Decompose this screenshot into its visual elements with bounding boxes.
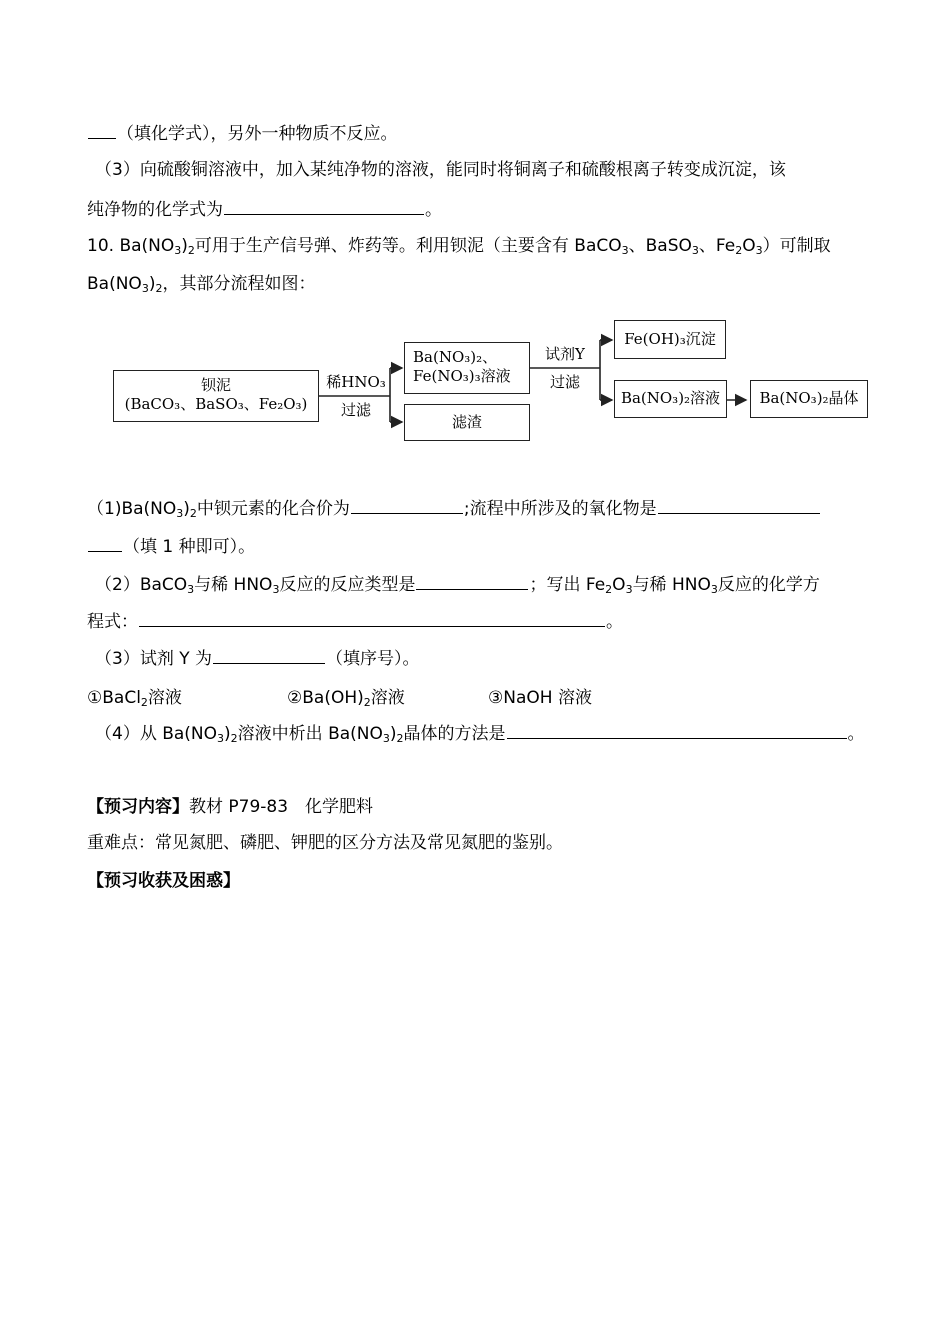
option-2: $②Ba(OH)_2$溶液 bbox=[287, 688, 405, 709]
q10-part1-line1: $(1)Ba(NO_3)_2$中钡元素的化合价为 ;流程中所涉及的氧化物是 bbox=[87, 496, 821, 520]
box-barium-nitrate-crystal: Ba(NO₃)₂晶体 bbox=[750, 380, 868, 418]
answer-blank[interactable] bbox=[88, 121, 116, 139]
q10-part1-line2: （填 1 种即可）。 bbox=[87, 534, 255, 558]
option-1: ①BaCl$_2$溶液 bbox=[87, 688, 182, 709]
preview-harvest-heading: 【预习收获及困惑】 bbox=[87, 871, 240, 891]
answer-blank[interactable] bbox=[351, 496, 463, 514]
arrow2-reagent-label: 试剂Y bbox=[545, 345, 585, 363]
arrow1-filter-label: 过滤 bbox=[340, 401, 371, 419]
box-solution-nitrates: Ba(NO₃)₂、 Fe(NO₃)₃溶液 bbox=[404, 342, 530, 394]
q9-line1: （填化学式），另外一种物质不反应。 bbox=[87, 121, 398, 145]
q9-part3-line2: 纯净物的化学式为 。 bbox=[87, 197, 442, 221]
q10-part4: （4）从 $Ba(NO_3)_2$溶液中析出 $Ba(NO_3)_2$晶体的方法是 。 bbox=[95, 721, 865, 745]
preview-content: 【预习内容】教材 P79-83 化学肥料 bbox=[87, 797, 374, 817]
answer-blank[interactable] bbox=[507, 721, 847, 739]
q10-part2-line1: （2）BaCO$_3$与稀 $HNO_3$反应的反应类型是 ；写出 $Fe_2O_3$与稀 $HNO_3$反应的化学方 bbox=[95, 572, 820, 596]
answer-blank[interactable] bbox=[88, 534, 122, 552]
q9-part3-line1: （3）向硫酸铜溶液中，加入某纯净物的溶液，能同时将铜离子和硫酸根离子转变成沉淀，该 bbox=[95, 160, 786, 180]
arrow1-reagent-label: 稀HNO₃ bbox=[326, 373, 386, 391]
box-barium-nitrate-solution: Ba(NO₃)₂溶液 bbox=[614, 380, 727, 418]
answer-blank[interactable] bbox=[416, 572, 528, 590]
preview-key-points: 重难点：常见氮肥、磷肥、钾肥的区分方法及常见氮肥的鉴别。 bbox=[87, 833, 563, 853]
q10-part2-line2: 程式： 。 bbox=[87, 609, 623, 633]
box-barium-mud: 钡泥 (BaCO₃、BaSO₃、Fe₂O₃) bbox=[113, 370, 319, 422]
q10-part3: （3）试剂 Y 为 （填序号）。 bbox=[95, 646, 420, 670]
answer-blank[interactable] bbox=[213, 646, 325, 664]
box-iron-hydroxide-precipitate: Fe(OH)₃沉淀 bbox=[614, 320, 726, 359]
q10-intro-line1: 10. $Ba(NO_3)_2$可用于生产信号弹、炸药等。利用钡泥（主要含有 BaCO$_3$、BaSO$_3$、$Fe_2O_3$）可制取 bbox=[87, 236, 831, 257]
answer-blank[interactable] bbox=[658, 496, 820, 514]
answer-blank[interactable] bbox=[139, 609, 605, 627]
q10-intro-line2: $Ba(NO_3)_2$，其部分流程如图： bbox=[87, 274, 316, 295]
arrow2-filter-label: 过滤 bbox=[549, 373, 580, 391]
answer-blank[interactable] bbox=[224, 197, 424, 215]
option-3: ③NaOH 溶液 bbox=[488, 688, 592, 708]
box-residue: 滤渣 bbox=[404, 404, 530, 441]
